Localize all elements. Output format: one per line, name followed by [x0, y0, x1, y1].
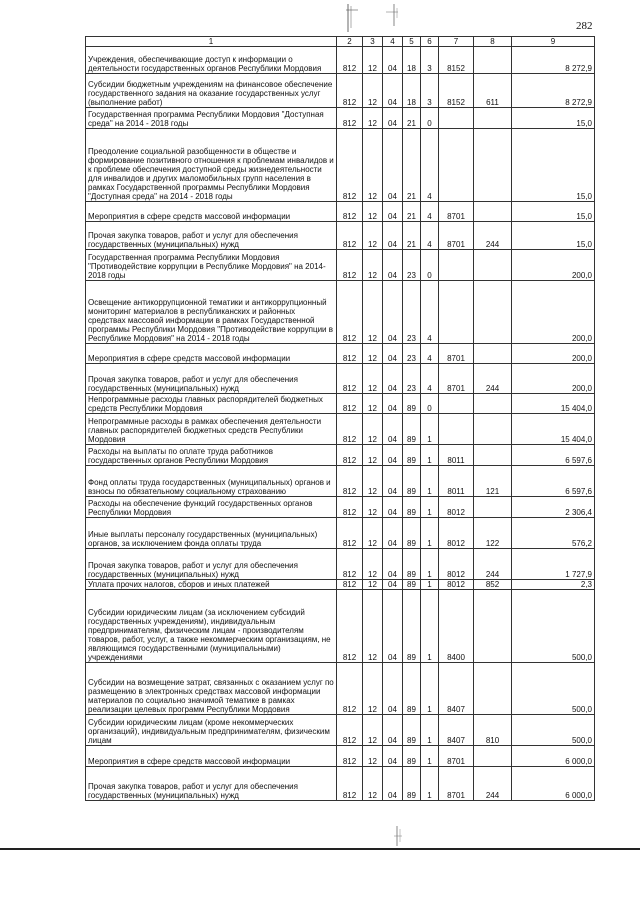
cell-amount: 8 272,9	[512, 74, 595, 108]
cell-code: 1	[421, 414, 439, 445]
cell-code	[439, 108, 474, 129]
cell-code: 8152	[439, 47, 474, 74]
cell-code: 12	[363, 74, 383, 108]
table-row	[86, 445, 595, 466]
cell-code: 89	[403, 394, 421, 414]
cell-code: 12	[363, 445, 383, 466]
cell-code: 812	[337, 364, 363, 394]
cell-amount: 2,3	[512, 580, 595, 590]
cell-code: 812	[337, 767, 363, 801]
row-name: Прочая закупка товаров, работ и услуг для обеспечения государственных (муниципальных) нужд	[86, 222, 337, 250]
table-row	[86, 414, 595, 445]
cell-amount: 200,0	[512, 250, 595, 281]
cell-code: 8701	[439, 222, 474, 250]
cell-code: 04	[383, 344, 403, 364]
cell-code: 89	[403, 414, 421, 445]
cell-amount: 15,0	[512, 222, 595, 250]
table-row	[86, 590, 595, 663]
cell-code	[474, 344, 512, 364]
column-header: 6	[421, 37, 439, 47]
cell-code: 12	[363, 580, 383, 590]
cell-code: 89	[403, 746, 421, 767]
cell-code: 89	[403, 549, 421, 580]
cell-code: 89	[403, 590, 421, 663]
budget-table	[85, 36, 595, 801]
row-name: Непрограммные расходы в рамках обеспечения деятельности главных распорядителей бюджетных средств Республики Мордовия	[86, 414, 337, 445]
cell-code: 89	[403, 518, 421, 549]
cell-code: 0	[421, 250, 439, 281]
column-header: 3	[363, 37, 383, 47]
table-row	[86, 202, 595, 222]
cell-code: 1	[421, 590, 439, 663]
cell-code	[439, 414, 474, 445]
row-name: Мероприятия в сфере средств массовой информации	[86, 202, 337, 222]
row-name: Иные выплаты персоналу государственных (муниципальных) органов, за исключением фонда оплаты труда	[86, 518, 337, 549]
cell-code: 12	[363, 746, 383, 767]
row-name: Непрограммные расходы главных распорядителей бюджетных средств Республики Мордовия	[86, 394, 337, 414]
cell-amount: 6 597,6	[512, 466, 595, 497]
row-name: Расходы на выплаты по оплате труда работников государственных органов Республики Мордовия	[86, 445, 337, 466]
cell-code	[439, 250, 474, 281]
cell-code: 812	[337, 344, 363, 364]
cell-code: 812	[337, 663, 363, 715]
cell-code: 812	[337, 518, 363, 549]
cell-code: 12	[363, 364, 383, 394]
cell-code: 8701	[439, 746, 474, 767]
table-row	[86, 129, 595, 202]
cell-code: 812	[337, 549, 363, 580]
cell-code: 812	[337, 129, 363, 202]
cell-amount: 500,0	[512, 590, 595, 663]
cell-code: 812	[337, 74, 363, 108]
cell-code: 244	[474, 767, 512, 801]
cell-amount: 6 597,6	[512, 445, 595, 466]
cell-code: 8012	[439, 549, 474, 580]
cell-code: 812	[337, 250, 363, 281]
cell-amount: 200,0	[512, 281, 595, 344]
table-row	[86, 767, 595, 801]
cell-code: 21	[403, 202, 421, 222]
cell-code: 812	[337, 445, 363, 466]
cell-code: 04	[383, 47, 403, 74]
table-row	[86, 344, 595, 364]
table-row	[86, 394, 595, 414]
cell-code: 0	[421, 394, 439, 414]
cell-code	[474, 746, 512, 767]
column-header: 1	[86, 37, 337, 47]
cell-code: 812	[337, 108, 363, 129]
cell-code: 12	[363, 767, 383, 801]
cell-code: 8407	[439, 715, 474, 746]
row-name: Субсидии юридическим лицам (за исключением субсидий государственных учреждениям), индивидуальным предпринимателям, физическим лицам - производителям товаров, работ, услуг, а также некоммерческим организациям, не являющимся государственными (муниципальными) учреждениями	[86, 590, 337, 663]
cell-amount: 15,0	[512, 129, 595, 202]
cell-code	[474, 590, 512, 663]
cell-code: 4	[421, 344, 439, 364]
cell-code: 8701	[439, 202, 474, 222]
cell-code: 12	[363, 466, 383, 497]
cell-code: 89	[403, 767, 421, 801]
cell-code	[474, 281, 512, 344]
cell-code: 21	[403, 222, 421, 250]
cell-code: 04	[383, 202, 403, 222]
cell-code	[474, 394, 512, 414]
cell-code: 8012	[439, 580, 474, 590]
cell-code: 8012	[439, 518, 474, 549]
table-header	[86, 37, 595, 47]
column-header: 4	[383, 37, 403, 47]
cell-code: 8407	[439, 663, 474, 715]
row-name: Прочая закупка товаров, работ и услуг для обеспечения государственных (муниципальных) нужд	[86, 549, 337, 580]
cell-amount: 200,0	[512, 344, 595, 364]
cell-code	[474, 414, 512, 445]
cell-amount: 2 306,4	[512, 497, 595, 518]
cell-code: 04	[383, 549, 403, 580]
cell-amount: 200,0	[512, 364, 595, 394]
cell-code: 122	[474, 518, 512, 549]
row-name: Учреждения, обеспечивающие доступ к информации о деятельности государственных органов Республики Мордовия	[86, 47, 337, 74]
cell-code: 244	[474, 549, 512, 580]
row-name: Освещение антикоррупционной тематики и антикоррупционный мониторинг материалов в республиканских и районных средствах массовой информации в рамках Государственной программы Республики Мордовия "Противодействие коррупции в Республике Мордовия" на 2014 - 2018 годы	[86, 281, 337, 344]
cell-code: 611	[474, 74, 512, 108]
cell-code: 1	[421, 518, 439, 549]
row-name: Фонд оплаты труда государственных (муниципальных) органов и взносы по обязательному социальному страхованию	[86, 466, 337, 497]
table-row	[86, 746, 595, 767]
table-row	[86, 580, 595, 590]
cell-code: 1	[421, 497, 439, 518]
cell-code: 18	[403, 47, 421, 74]
cell-code: 1	[421, 549, 439, 580]
cell-code: 23	[403, 250, 421, 281]
cell-code: 04	[383, 250, 403, 281]
cell-code: 04	[383, 394, 403, 414]
cell-code: 8011	[439, 445, 474, 466]
cell-code: 121	[474, 466, 512, 497]
cell-code: 810	[474, 715, 512, 746]
cell-code: 18	[403, 74, 421, 108]
cell-code: 244	[474, 364, 512, 394]
row-name: Субсидии бюджетным учреждениям на финансовое обеспечение государственного задания на оказание государственных услуг (выполнение работ)	[86, 74, 337, 108]
cell-code: 8400	[439, 590, 474, 663]
cell-code: 04	[383, 222, 403, 250]
cell-code: 1	[421, 746, 439, 767]
cell-code: 23	[403, 281, 421, 344]
cell-code: 04	[383, 767, 403, 801]
row-name: Государственная программа Республики Мордовия "Противодействие коррупции в Республике Мордовия" на 2014-2018 годы	[86, 250, 337, 281]
table-row	[86, 281, 595, 344]
cell-amount: 15,0	[512, 202, 595, 222]
table-row	[86, 663, 595, 715]
cell-code: 04	[383, 414, 403, 445]
cell-code: 812	[337, 222, 363, 250]
cell-code: 12	[363, 414, 383, 445]
cell-code: 1	[421, 663, 439, 715]
column-header: 8	[474, 37, 512, 47]
cell-code: 852	[474, 580, 512, 590]
cell-code	[474, 445, 512, 466]
cell-code: 04	[383, 746, 403, 767]
cell-amount: 8 272,9	[512, 47, 595, 74]
table-row	[86, 47, 595, 74]
cell-code: 12	[363, 518, 383, 549]
cell-code: 8152	[439, 74, 474, 108]
cell-code: 89	[403, 580, 421, 590]
table-row	[86, 497, 595, 518]
cell-code: 23	[403, 364, 421, 394]
cell-code: 12	[363, 222, 383, 250]
cell-code: 8701	[439, 767, 474, 801]
cell-code	[474, 47, 512, 74]
cell-code: 12	[363, 344, 383, 364]
cell-code: 12	[363, 108, 383, 129]
cell-code: 23	[403, 344, 421, 364]
cell-code	[474, 250, 512, 281]
table-row	[86, 222, 595, 250]
cell-code: 812	[337, 746, 363, 767]
cell-code: 812	[337, 394, 363, 414]
row-name: Расходы на обеспечение функций государственных органов Республики Мордовия	[86, 497, 337, 518]
cell-code: 4	[421, 202, 439, 222]
cell-code: 04	[383, 129, 403, 202]
cell-code: 04	[383, 715, 403, 746]
cell-code: 12	[363, 129, 383, 202]
row-name: Прочая закупка товаров, работ и услуг для обеспечения государственных (муниципальных) нужд	[86, 364, 337, 394]
table-row	[86, 518, 595, 549]
row-name: Уплата прочих налогов, сборов и иных платежей	[86, 580, 337, 590]
cell-code: 12	[363, 281, 383, 344]
cell-code: 12	[363, 394, 383, 414]
cell-code: 04	[383, 74, 403, 108]
row-name: Субсидии юридическим лицам (кроме некоммерческих организаций), индивидуальным предпринимателям, физическим лицам	[86, 715, 337, 746]
cell-code	[439, 129, 474, 202]
page-bottom-rule	[0, 848, 640, 850]
cell-amount: 1 727,9	[512, 549, 595, 580]
column-header: 7	[439, 37, 474, 47]
cell-code: 812	[337, 202, 363, 222]
cell-code: 1	[421, 767, 439, 801]
cell-code: 812	[337, 281, 363, 344]
cell-code: 3	[421, 47, 439, 74]
cell-code: 8701	[439, 364, 474, 394]
table-row	[86, 715, 595, 746]
cell-code: 1	[421, 445, 439, 466]
cell-amount: 15 404,0	[512, 414, 595, 445]
cell-code: 12	[363, 497, 383, 518]
row-name: Преодоление социальной разобщенности в обществе и формирование позитивного отношения к проблемам инвалидов и к проблеме обеспечения доступной среды жизнедеятельности для инвалидов и других маломобильных групп населения в рамках Государственной программы Республики Мордовия "Доступная среда" на 2014 - 2018 годы	[86, 129, 337, 202]
cell-code	[439, 281, 474, 344]
cell-code: 812	[337, 580, 363, 590]
cell-code: 21	[403, 108, 421, 129]
cell-amount: 500,0	[512, 715, 595, 746]
cell-code: 4	[421, 129, 439, 202]
cell-code: 244	[474, 222, 512, 250]
cell-code: 812	[337, 497, 363, 518]
cell-code: 4	[421, 364, 439, 394]
cell-amount: 15 404,0	[512, 394, 595, 414]
cell-code	[474, 202, 512, 222]
cell-code: 8011	[439, 466, 474, 497]
table-row	[86, 108, 595, 129]
cell-code: 04	[383, 497, 403, 518]
cell-code: 04	[383, 663, 403, 715]
cell-code: 812	[337, 414, 363, 445]
cell-amount: 6 000,0	[512, 767, 595, 801]
table-row	[86, 364, 595, 394]
table-row	[86, 466, 595, 497]
cell-code: 04	[383, 580, 403, 590]
cell-code: 3	[421, 74, 439, 108]
cell-code: 8012	[439, 497, 474, 518]
binding-mark-icon	[340, 4, 400, 34]
cell-code: 1	[421, 715, 439, 746]
column-header: 5	[403, 37, 421, 47]
cell-code: 89	[403, 663, 421, 715]
binding-mark-icon	[388, 826, 408, 848]
cell-code: 04	[383, 518, 403, 549]
cell-code: 812	[337, 590, 363, 663]
cell-code: 04	[383, 590, 403, 663]
cell-code: 89	[403, 445, 421, 466]
cell-amount: 576,2	[512, 518, 595, 549]
cell-amount: 500,0	[512, 663, 595, 715]
cell-code: 12	[363, 549, 383, 580]
cell-code: 4	[421, 281, 439, 344]
cell-code: 04	[383, 108, 403, 129]
cell-code: 89	[403, 466, 421, 497]
cell-code: 12	[363, 250, 383, 281]
cell-code: 8701	[439, 344, 474, 364]
cell-code	[474, 663, 512, 715]
cell-code: 812	[337, 47, 363, 74]
row-name: Прочая закупка товаров, работ и услуг для обеспечения государственных (муниципальных) нужд	[86, 767, 337, 801]
cell-amount: 15,0	[512, 108, 595, 129]
cell-code: 89	[403, 715, 421, 746]
table-row	[86, 74, 595, 108]
cell-code	[439, 394, 474, 414]
cell-code: 04	[383, 364, 403, 394]
row-name: Мероприятия в сфере средств массовой информации	[86, 746, 337, 767]
cell-code	[474, 497, 512, 518]
cell-code: 04	[383, 445, 403, 466]
cell-code: 04	[383, 281, 403, 344]
table-row	[86, 250, 595, 281]
cell-code: 812	[337, 466, 363, 497]
cell-code: 12	[363, 590, 383, 663]
cell-code: 04	[383, 466, 403, 497]
cell-code: 12	[363, 47, 383, 74]
row-name: Государственная программа Республики Мордовия "Доступная среда" на 2014 - 2018 годы	[86, 108, 337, 129]
cell-code: 0	[421, 108, 439, 129]
cell-code: 12	[363, 202, 383, 222]
cell-code: 12	[363, 715, 383, 746]
column-header: 9	[512, 37, 595, 47]
column-header: 2	[337, 37, 363, 47]
cell-code: 1	[421, 466, 439, 497]
cell-code: 89	[403, 497, 421, 518]
cell-code: 1	[421, 580, 439, 590]
cell-code: 812	[337, 715, 363, 746]
cell-code: 21	[403, 129, 421, 202]
cell-code	[474, 129, 512, 202]
cell-code: 4	[421, 222, 439, 250]
row-name: Субсидии на возмещение затрат, связанных с оказанием услуг по размещению в электронных средствах массовой информации материалов по социально значимой тематике в рамках реализации целевых программ Республики Мордовия	[86, 663, 337, 715]
cell-code	[474, 108, 512, 129]
page-number: 282	[576, 20, 593, 32]
cell-code: 12	[363, 663, 383, 715]
row-name: Мероприятия в сфере средств массовой информации	[86, 344, 337, 364]
table-row	[86, 549, 595, 580]
cell-amount: 6 000,0	[512, 746, 595, 767]
